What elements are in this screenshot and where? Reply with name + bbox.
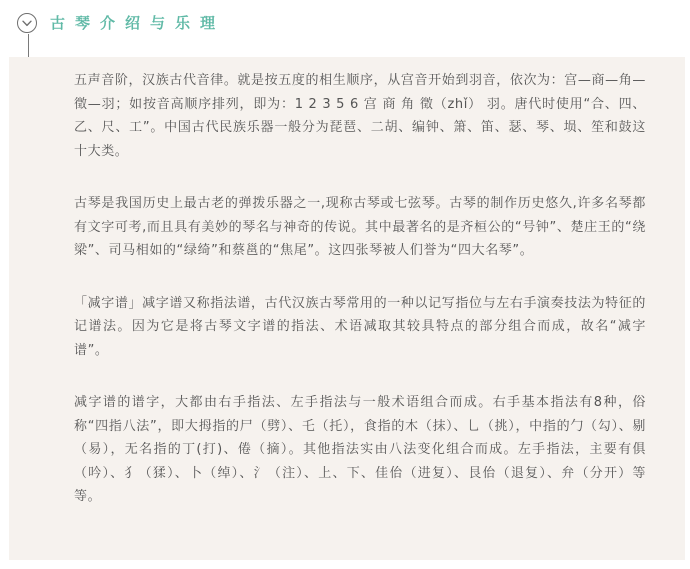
paragraph-pentatonic: 五声音阶，汉族古代音律。就是按五度的相生顺序，从宫音开始到羽音，依次为：宫—商—角—徵—羽；如按音高顺序排列，即为：1 2 3 5 6 宫 商 角 徵（zhǐ） 羽。唐代时使用“合、四、乙、尺、工”。中国古代民族乐器一般分为琵琶、二胡、编钟、箫、笛、瑟、琴、埙、笙和鼓这十大类。	[74, 73, 646, 159]
paragraph-fingering: 减字谱的谱字，大都由右手指法、左手指法与一般术语组合而成。右手基本指法有8种，俗称“四指八法”，即大拇指的尸（劈）、乇（托），食指的木（抹）、乚（挑），中指的勹（勾）、剔（易），无名指的丁(打)、倦（摘）。其他指法实由八法变化组合而成。左手指法，主要有俱（吟）、犭（猱）、卜（绰）、氵（注）、上、下、佳佁（进复）、艮佁（退复）、弁（分开）等等。	[74, 395, 647, 504]
section-header[interactable]	[17, 9, 225, 37]
paragraph-jianzipu: 「减字谱」减字谱又称指法谱，古代汉族古琴常用的一种以记写指位与左右手演奏技法为特征的记谱法。因为它是将古琴文字谱的指法、术语减取其较具特点的部分组合而成，故名“减字谱”。	[74, 295, 646, 358]
section-title: 古琴介绍与乐理	[50, 14, 226, 32]
paragraph-guqin-history: 古琴是我国历史上最古老的弹拨乐器之一,现称古琴或七弦琴。古琴的制作历史悠久,许多名琴都有文字可考,而且具有美妙的琴名与神奇的传说。其中最著名的是齐桓公的“号钟”、楚庄王的“绕梁”、司马相如的“绿绮”和蔡邕的“焦尾”。这四张琴被人们誉为“四大名琴”。	[74, 196, 646, 258]
content-panel	[9, 57, 685, 560]
chevron-down-icon[interactable]	[17, 13, 37, 33]
article-body	[74, 69, 646, 509]
